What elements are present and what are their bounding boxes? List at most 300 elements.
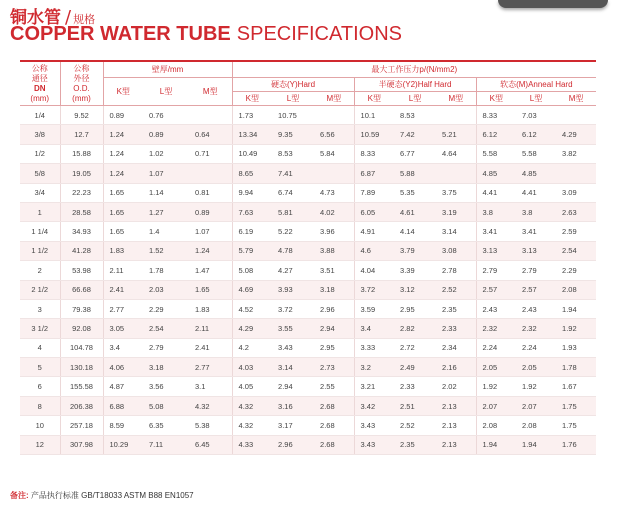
cell-al: 2.05 [516, 358, 556, 377]
cell-sl: 6.77 [394, 144, 436, 163]
cell-dn: 5 [20, 358, 60, 377]
cell-am: 2.59 [556, 222, 596, 241]
cell-al: 1.94 [516, 435, 556, 454]
header-dn-l1: 公称 [31, 63, 48, 73]
cell-hl: 3.93 [272, 280, 314, 299]
cell-wm: 6.45 [189, 435, 232, 454]
cell-hl: 2.94 [272, 377, 314, 396]
header-half-k: K型 [354, 92, 394, 106]
cell-wk: 0.89 [103, 106, 143, 125]
cell-am: 2.29 [556, 261, 596, 280]
cell-wk: 4.06 [103, 358, 143, 377]
cell-wm: 0.71 [189, 144, 232, 163]
cell-wm: 0.64 [189, 125, 232, 144]
cell-wm: 1.83 [189, 299, 232, 318]
cell-am [556, 106, 596, 125]
cell-dn: 6 [20, 377, 60, 396]
cell-wl: 2.03 [143, 280, 189, 299]
cell-sl: 2.95 [394, 299, 436, 318]
cell-od: 92.08 [60, 319, 103, 338]
cell-sk: 3.21 [354, 377, 394, 396]
cell-hl: 9.35 [272, 125, 314, 144]
cell-hm: 5.84 [314, 144, 354, 163]
cell-hl: 6.74 [272, 183, 314, 202]
cell-hk: 9.94 [232, 183, 272, 202]
cell-wm: 4.32 [189, 396, 232, 415]
cell-hk: 5.08 [232, 261, 272, 280]
cell-hm [314, 164, 354, 183]
cell-dn: 1 1/4 [20, 222, 60, 241]
cell-al: 3.8 [516, 202, 556, 221]
cell-hk: 8.65 [232, 164, 272, 183]
cell-sl: 2.35 [394, 435, 436, 454]
cell-sl: 8.53 [394, 106, 436, 125]
cell-od: 53.98 [60, 261, 103, 280]
cell-sl: 2.33 [394, 377, 436, 396]
table-row [20, 183, 596, 202]
header-dn-l4: (mm) [30, 93, 50, 103]
cell-hk: 7.63 [232, 202, 272, 221]
cell-wk: 1.65 [103, 183, 143, 202]
cell-am: 3.09 [556, 183, 596, 202]
cell-wk: 2.77 [103, 299, 143, 318]
cell-sl: 2.51 [394, 396, 436, 415]
header-anneal-l: L型 [516, 92, 556, 106]
cell-hl: 3.72 [272, 299, 314, 318]
cell-sk: 3.43 [354, 435, 394, 454]
cell-am: 3.82 [556, 144, 596, 163]
table-row [20, 241, 596, 260]
header-anneal-k: K型 [476, 92, 516, 106]
cell-dn: 4 [20, 338, 60, 357]
cell-sm: 4.64 [436, 144, 476, 163]
cell-wl: 2.79 [143, 338, 189, 357]
cell-ak: 2.24 [476, 338, 516, 357]
cell-hm: 2.73 [314, 358, 354, 377]
cell-ak: 2.57 [476, 280, 516, 299]
cell-hk: 10.49 [232, 144, 272, 163]
cell-hm: 2.68 [314, 416, 354, 435]
cell-sm: 2.35 [436, 299, 476, 318]
cell-hm: 2.68 [314, 396, 354, 415]
cell-am: 1.93 [556, 338, 596, 357]
cell-sm: 2.16 [436, 358, 476, 377]
cell-hm [314, 106, 354, 125]
cell-sl: 2.49 [394, 358, 436, 377]
cell-wm: 1.24 [189, 241, 232, 260]
cell-sk: 3.42 [354, 396, 394, 415]
cell-wl: 1.14 [143, 183, 189, 202]
cell-ak: 3.8 [476, 202, 516, 221]
cell-am: 2.63 [556, 202, 596, 221]
header-wall: 壁厚/mm [103, 61, 232, 78]
cell-ak: 2.43 [476, 299, 516, 318]
cell-od: 12.7 [60, 125, 103, 144]
header-hard-m: M型 [314, 92, 354, 106]
cell-ak: 4.41 [476, 183, 516, 202]
cell-wk: 1.24 [103, 144, 143, 163]
cell-sl: 4.61 [394, 202, 436, 221]
cell-wm: 2.11 [189, 319, 232, 338]
header-hard-l: L型 [272, 92, 314, 106]
title-slash: / [65, 7, 72, 28]
cell-sl: 3.12 [394, 280, 436, 299]
cell-ak: 2.32 [476, 319, 516, 338]
title-en-sub: SPECIFICATIONS [236, 23, 402, 45]
cell-wl: 6.35 [143, 416, 189, 435]
cell-al: 7.03 [516, 106, 556, 125]
cell-hl: 5.22 [272, 222, 314, 241]
cell-dn: 3 [20, 299, 60, 318]
header-hard-k: K型 [232, 92, 272, 106]
cell-hk: 1.73 [232, 106, 272, 125]
title-en-text: COPPER WATER TUBE [10, 23, 231, 45]
cell-ak: 3.41 [476, 222, 516, 241]
cell-am: 1.75 [556, 416, 596, 435]
cell-sk: 4.91 [354, 222, 394, 241]
cell-wm: 5.38 [189, 416, 232, 435]
cell-dn: 2 1/2 [20, 280, 60, 299]
header-od-l1: 公称 [73, 63, 90, 73]
cell-ak: 6.12 [476, 125, 516, 144]
cell-hk: 6.19 [232, 222, 272, 241]
cell-am: 1.76 [556, 435, 596, 454]
cell-sm [436, 164, 476, 183]
header-od-l4: (mm) [72, 93, 91, 103]
cell-sl: 7.42 [394, 125, 436, 144]
cell-wm: 2.41 [189, 338, 232, 357]
cell-al: 2.79 [516, 261, 556, 280]
table-row [20, 377, 596, 396]
cell-am: 1.78 [556, 358, 596, 377]
cell-sm: 3.08 [436, 241, 476, 260]
cell-sk: 3.2 [354, 358, 394, 377]
cell-wk: 1.24 [103, 164, 143, 183]
header-anneal: 软态(M)Anneal Hard [476, 78, 596, 92]
cell-sm: 3.75 [436, 183, 476, 202]
cell-od: 66.68 [60, 280, 103, 299]
cell-dn: 1 [20, 202, 60, 221]
header-od-l3: O.D. [73, 83, 90, 93]
cell-ak: 2.05 [476, 358, 516, 377]
table-row [20, 202, 596, 221]
cell-dn: 1/4 [20, 106, 60, 125]
cell-hm: 3.88 [314, 241, 354, 260]
table-row [20, 319, 596, 338]
header-anneal-m: M型 [556, 92, 596, 106]
cell-sl: 4.14 [394, 222, 436, 241]
cell-hk: 4.32 [232, 416, 272, 435]
header-dn-l2: 通径 [31, 73, 48, 83]
cell-od: 41.28 [60, 241, 103, 260]
cell-dn: 5/8 [20, 164, 60, 183]
cell-am: 1.67 [556, 377, 596, 396]
cell-hl: 5.81 [272, 202, 314, 221]
cell-sk: 3.33 [354, 338, 394, 357]
cell-wk: 2.41 [103, 280, 143, 299]
cell-sm: 2.52 [436, 280, 476, 299]
cell-al: 2.07 [516, 396, 556, 415]
cell-wm: 2.77 [189, 358, 232, 377]
cell-sl: 5.88 [394, 164, 436, 183]
cell-hk: 4.05 [232, 377, 272, 396]
cell-wk: 1.83 [103, 241, 143, 260]
footnote-text: 产品执行标准 GB/T18033 ASTM B88 EN1057 [30, 491, 194, 500]
cell-sl: 2.52 [394, 416, 436, 435]
cell-wl: 5.08 [143, 396, 189, 415]
cell-sk: 3.72 [354, 280, 394, 299]
header-pressure: 最大工作压力p/(N/mm2) [232, 61, 596, 78]
cell-am: 1.92 [556, 319, 596, 338]
cell-wm: 1.65 [189, 280, 232, 299]
cell-am: 4.29 [556, 125, 596, 144]
title-cn-sub: 规格 [73, 13, 96, 26]
cell-ak: 1.92 [476, 377, 516, 396]
cell-ak: 2.79 [476, 261, 516, 280]
cell-sk: 4.6 [354, 241, 394, 260]
title-cn-text: 铜水管 [10, 8, 61, 28]
header-wall-k: K型 [103, 78, 143, 106]
cell-am [556, 164, 596, 183]
cell-al: 5.58 [516, 144, 556, 163]
cell-hk: 4.03 [232, 358, 272, 377]
table-row [20, 125, 596, 144]
cell-dn: 10 [20, 416, 60, 435]
cell-wm [189, 164, 232, 183]
cell-od: 28.58 [60, 202, 103, 221]
cell-od: 19.05 [60, 164, 103, 183]
cell-od: 257.18 [60, 416, 103, 435]
cell-hl: 3.55 [272, 319, 314, 338]
cell-wm: 1.07 [189, 222, 232, 241]
cell-sk: 10.1 [354, 106, 394, 125]
cell-ak: 4.85 [476, 164, 516, 183]
header-od [60, 61, 103, 106]
cell-sm: 2.34 [436, 338, 476, 357]
table-row [20, 435, 596, 454]
table-row [20, 164, 596, 183]
cell-hk: 4.2 [232, 338, 272, 357]
page-title-en [10, 23, 402, 46]
cell-hl: 4.27 [272, 261, 314, 280]
cell-dn: 2 [20, 261, 60, 280]
cell-od: 15.88 [60, 144, 103, 163]
cell-wk: 1.65 [103, 202, 143, 221]
header-hard: 硬态(Y)Hard [232, 78, 354, 92]
cell-al: 4.41 [516, 183, 556, 202]
table-row [20, 416, 596, 435]
cell-dn: 1/2 [20, 144, 60, 163]
table-row [20, 299, 596, 318]
cell-dn: 8 [20, 396, 60, 415]
cell-wm: 0.81 [189, 183, 232, 202]
cell-sm [436, 106, 476, 125]
cell-sl: 2.72 [394, 338, 436, 357]
cell-al: 2.24 [516, 338, 556, 357]
cell-hk: 4.32 [232, 396, 272, 415]
cell-hk: 4.52 [232, 299, 272, 318]
header-wall-l: L型 [143, 78, 189, 106]
cell-sk: 8.33 [354, 144, 394, 163]
cell-hl: 3.16 [272, 396, 314, 415]
cell-sl: 3.79 [394, 241, 436, 260]
cell-wl: 1.52 [143, 241, 189, 260]
cell-wk: 2.11 [103, 261, 143, 280]
cell-od: 79.38 [60, 299, 103, 318]
cell-wk: 3.05 [103, 319, 143, 338]
cell-dn: 1 1/2 [20, 241, 60, 260]
cell-od: 206.38 [60, 396, 103, 415]
table-row [20, 106, 596, 125]
cell-sm: 2.13 [436, 435, 476, 454]
cell-al: 2.43 [516, 299, 556, 318]
cell-ak: 5.58 [476, 144, 516, 163]
table-row [20, 261, 596, 280]
cell-od: 22.23 [60, 183, 103, 202]
cell-al: 2.08 [516, 416, 556, 435]
cell-wl: 1.4 [143, 222, 189, 241]
cell-sk: 3.59 [354, 299, 394, 318]
cell-hk: 4.33 [232, 435, 272, 454]
cell-sk: 6.87 [354, 164, 394, 183]
cell-hm: 3.96 [314, 222, 354, 241]
cell-hl: 4.78 [272, 241, 314, 260]
cell-wl: 2.54 [143, 319, 189, 338]
cell-wl: 3.18 [143, 358, 189, 377]
cell-wl: 0.76 [143, 106, 189, 125]
cell-ak: 3.13 [476, 241, 516, 260]
header-half-hard: 半硬态(Y2)Half Hard [354, 78, 476, 92]
cell-wk: 10.29 [103, 435, 143, 454]
cell-wm [189, 106, 232, 125]
spec-table-body [20, 106, 596, 455]
cell-wl: 7.11 [143, 435, 189, 454]
cell-sk: 7.89 [354, 183, 394, 202]
cell-od: 9.52 [60, 106, 103, 125]
cell-al: 4.85 [516, 164, 556, 183]
cell-wm: 3.1 [189, 377, 232, 396]
cell-hm: 6.56 [314, 125, 354, 144]
cell-al: 1.92 [516, 377, 556, 396]
cell-hk: 5.79 [232, 241, 272, 260]
cell-al: 2.57 [516, 280, 556, 299]
cell-am: 2.54 [556, 241, 596, 260]
header-half-m: M型 [436, 92, 476, 106]
cell-dn: 3/4 [20, 183, 60, 202]
header-dn [20, 61, 60, 106]
cell-ak: 2.08 [476, 416, 516, 435]
cell-sm: 3.19 [436, 202, 476, 221]
cell-dn: 12 [20, 435, 60, 454]
cell-sm: 2.13 [436, 396, 476, 415]
cell-al: 2.32 [516, 319, 556, 338]
cell-wk: 1.24 [103, 125, 143, 144]
cell-wl: 3.56 [143, 377, 189, 396]
cell-hl: 3.43 [272, 338, 314, 357]
table-row [20, 396, 596, 415]
cell-sl: 5.35 [394, 183, 436, 202]
cell-sk: 10.59 [354, 125, 394, 144]
cell-ak: 1.94 [476, 435, 516, 454]
cell-al: 6.12 [516, 125, 556, 144]
cell-wl: 1.07 [143, 164, 189, 183]
header-od-l2: 外径 [73, 73, 90, 83]
cell-am: 2.08 [556, 280, 596, 299]
table-row [20, 338, 596, 357]
cell-hm: 3.51 [314, 261, 354, 280]
header-half-l: L型 [394, 92, 436, 106]
cell-hk: 13.34 [232, 125, 272, 144]
table-row [20, 144, 596, 163]
cell-sk: 3.43 [354, 416, 394, 435]
cell-hm: 3.18 [314, 280, 354, 299]
cell-hl: 10.75 [272, 106, 314, 125]
cell-sk: 4.04 [354, 261, 394, 280]
cell-ak: 8.33 [476, 106, 516, 125]
cell-wl: 1.02 [143, 144, 189, 163]
spec-table [20, 60, 596, 455]
cell-wl: 1.27 [143, 202, 189, 221]
cell-hl: 2.96 [272, 435, 314, 454]
cell-sm: 2.02 [436, 377, 476, 396]
header-wall-m: M型 [189, 78, 232, 106]
cell-wl: 1.78 [143, 261, 189, 280]
cell-hl: 3.17 [272, 416, 314, 435]
cell-od: 34.93 [60, 222, 103, 241]
cell-sk: 3.4 [354, 319, 394, 338]
cell-ak: 2.07 [476, 396, 516, 415]
cell-wk: 4.87 [103, 377, 143, 396]
cell-hm: 2.96 [314, 299, 354, 318]
cell-al: 3.13 [516, 241, 556, 260]
cell-sm: 3.14 [436, 222, 476, 241]
cell-hl: 7.41 [272, 164, 314, 183]
cell-hm: 2.68 [314, 435, 354, 454]
header-dn-l3: DN [33, 83, 46, 93]
table-row [20, 280, 596, 299]
cell-sk: 6.05 [354, 202, 394, 221]
cell-sm: 2.13 [436, 416, 476, 435]
cell-hm: 4.73 [314, 183, 354, 202]
cell-wm: 0.89 [189, 202, 232, 221]
cell-sm: 2.78 [436, 261, 476, 280]
cell-hm: 2.94 [314, 319, 354, 338]
cell-od: 155.58 [60, 377, 103, 396]
table-row [20, 222, 596, 241]
cell-al: 3.41 [516, 222, 556, 241]
cell-od: 130.18 [60, 358, 103, 377]
cell-hm: 2.55 [314, 377, 354, 396]
cell-sm: 5.21 [436, 125, 476, 144]
cell-hl: 8.53 [272, 144, 314, 163]
cell-dn: 3/8 [20, 125, 60, 144]
cell-am: 1.75 [556, 396, 596, 415]
cell-sm: 2.33 [436, 319, 476, 338]
footnote-label: 备注: [10, 491, 29, 500]
cell-wl: 0.89 [143, 125, 189, 144]
cell-wk: 6.88 [103, 396, 143, 415]
cell-hk: 4.29 [232, 319, 272, 338]
table-row [20, 358, 596, 377]
cell-od: 307.98 [60, 435, 103, 454]
cell-hl: 3.14 [272, 358, 314, 377]
cell-wk: 1.65 [103, 222, 143, 241]
cell-sl: 2.82 [394, 319, 436, 338]
footnote [10, 490, 194, 501]
cell-hm: 4.02 [314, 202, 354, 221]
cell-od: 104.78 [60, 338, 103, 357]
cell-wm: 1.47 [189, 261, 232, 280]
